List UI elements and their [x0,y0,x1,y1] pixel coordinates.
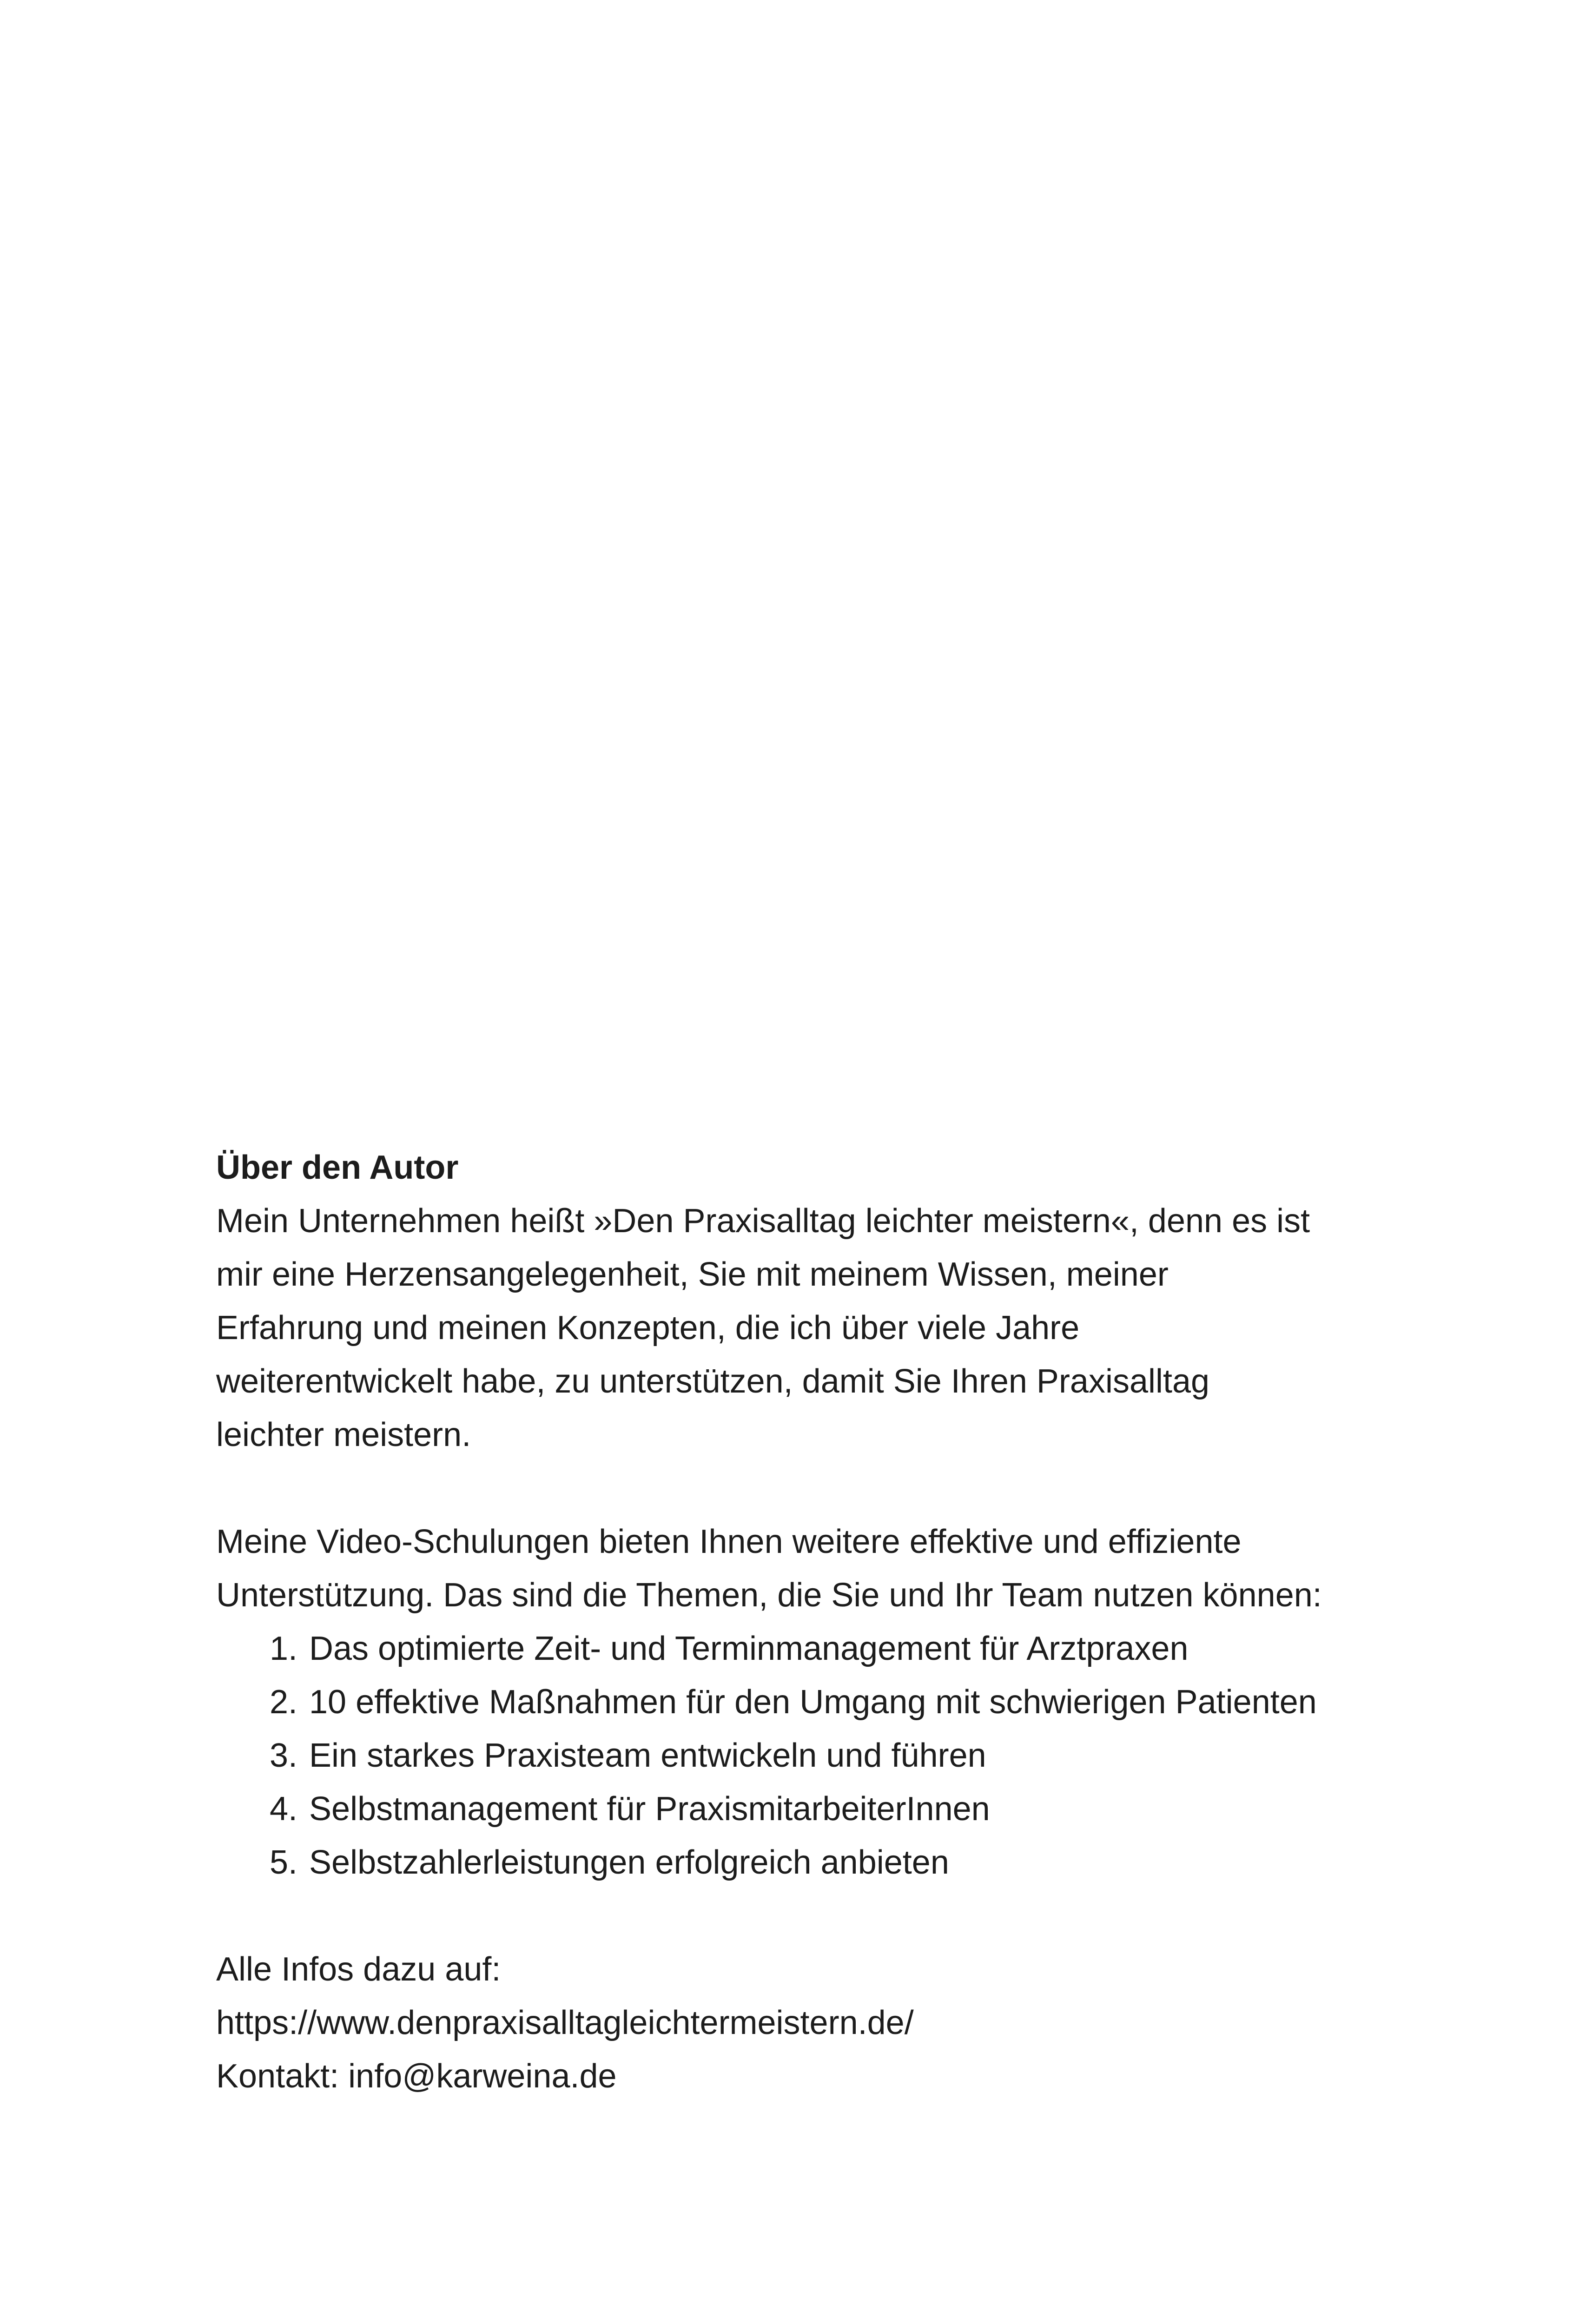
topic-text: 10 effektive Maßnahmen für den Umgang mit schwierigen Patienten [309,1684,1317,1721]
topic-text: Selbstzahlerleistungen erfolgreich anbieten [309,1844,949,1881]
topic-list [216,1622,1406,1889]
paragraph-spacer [216,1889,1406,1943]
intro-line: Mein Unternehmen heißt »Den Praxisalltag leichter meistern«, denn es ist [216,1202,1310,1240]
topic-list-item [216,1783,1406,1836]
topic-number: 3. [270,1737,298,1774]
training-line: Meine Video-Schulungen bieten Ihnen weitere effektive und effiziente [216,1523,1242,1560]
intro-line: leichter meistern. [216,1416,471,1453]
topic-number: 5. [270,1844,298,1881]
topic-list-item [216,1729,1406,1783]
topic-list-item [216,1622,1406,1676]
contact-paragraph [216,1943,1406,2103]
intro-line: mir eine Herzensangelegenheit, Sie mit meinem Wissen, meiner [216,1256,1169,1293]
section-heading: Über den Autor [216,1149,459,1186]
intro-paragraph [216,1195,1406,1462]
author-section [216,1141,1406,2103]
intro-line: Erfahrung und meinen Konzepten, die ich über viele Jahre [216,1309,1080,1347]
contact-email[interactable]: Kontakt: info@karweina.de [216,2058,617,2095]
topic-list-item [216,1836,1406,1889]
training-paragraph [216,1515,1406,1622]
topic-list-item [216,1676,1406,1729]
topic-text: Selbstmanagement für PraxismitarbeiterInnen [309,1790,990,1828]
topic-number: 4. [270,1790,298,1828]
website-link[interactable]: https://www.denpraxisalltagleichtermeistern.de/ [216,2004,914,2041]
paragraph-spacer [216,1462,1406,1515]
intro-line: weiterentwickelt habe, zu unterstützen, damit Sie Ihren Praxisalltag [216,1363,1210,1400]
topic-number: 1. [270,1630,298,1667]
training-line: Unterstützung. Das sind die Themen, die Sie und Ihr Team nutzen können: [216,1577,1322,1614]
info-label: Alle Infos dazu auf: [216,1951,501,1988]
topic-text: Das optimierte Zeit- und Terminmanagement für Arztpraxen [309,1630,1189,1667]
topic-number: 2. [270,1684,298,1721]
topic-text: Ein starkes Praxisteam entwickeln und führen [309,1737,986,1774]
